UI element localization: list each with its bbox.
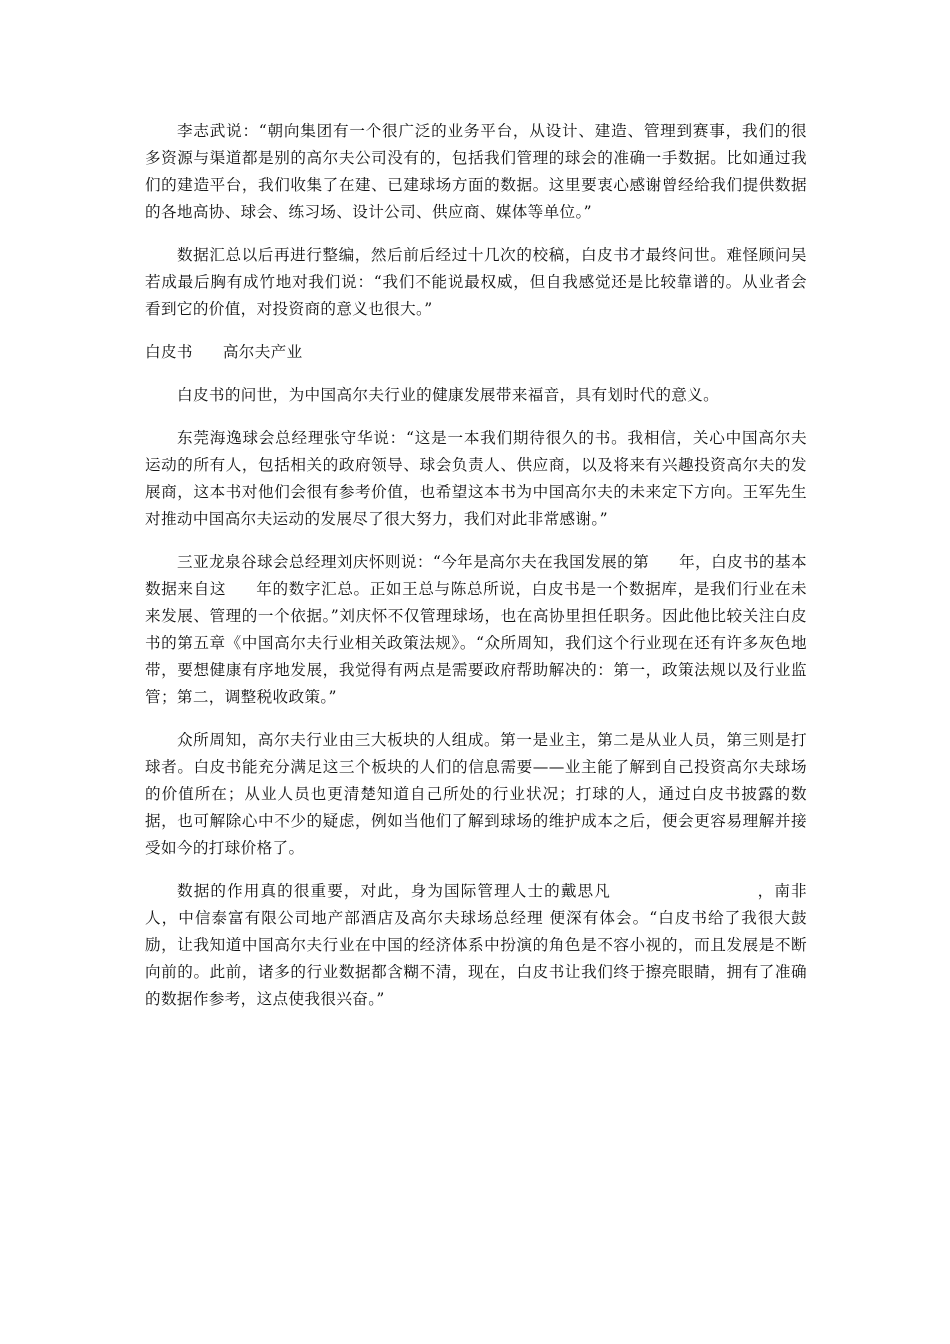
paragraph-liu-part-c: 年的数字汇总。正如王总与陈总所说，白皮书是一个数据库，是我们行业在未来发展、管理的一个依据。”刘庆怀不仅管理球场，也在高协里担任职务。因此他比较关注白皮书的第五章《中国高尔夫行业相关政策法规》。“众所周知，我们这个行业现在还有许多灰色地带，要想健康有序地发展，我觉得有两点是需要政府帮助解决的：第一，政策法规以及行业监管；第二，调整税收政策。”: [145, 580, 807, 706]
paragraph-liu-part-a: 三亚龙泉谷球会总经理刘庆怀则说：“今年是高尔夫在我国发展的第: [177, 553, 650, 571]
paragraph-significance: 白皮书的问世，为中国高尔夫行业的健康发展带来福音，具有划时代的意义。: [177, 386, 720, 404]
paragraph-dai-part-b: ，南非人，中信泰富有限公司地产部酒店及高尔夫球场总经理 便深有体会。“白皮书给了我很大鼓励，让我知道中国高尔夫行业在中国的经济体系中扮演的角色是不容小视的，而且发展是不断向前的。此前，诸多的行业数据都含糊不清，现在，白皮书让我们终于擦亮眼睛，拥有了准确的数据作参考，这点使我很兴奋。”: [145, 882, 807, 1008]
paragraph-data-compilation: 数据汇总以后再进行整编，然后前后经过十几次的校稿，白皮书才最终问世。难怪顾问吴若成最后胸有成竹地对我们说：“我们不能说最权威，但自我感觉还是比较靠谱的。从业者会看到它的价值，对投资商的意义也很大。”: [145, 246, 807, 318]
paragraph-liu-part-b: 年，白皮书的基本数据来自这: [145, 553, 807, 598]
heading-left: 白皮书: [145, 343, 193, 361]
paragraph-zhang-shouhua-quote: 东莞海逸球会总经理张守华说：“这是一本我们期待很久的书。我相信，关心中国高尔夫运动的所有人，包括相关的政府领导、球会负责人、供应商，以及将来有兴趣投资高尔夫的发展商，这本书对他们会很有参考价值，也希望这本书为中国高尔夫的未来定下方向。王军先生对推动中国高尔夫运动的发展尽了很大努力，我们对此非常感谢。”: [145, 429, 807, 528]
section-heading: [145, 339, 807, 366]
paragraph-dai-part-a: 数据的作用真的很重要，对此，身为国际管理人士的戴思凡: [177, 882, 611, 900]
paragraph-three-sectors: 众所周知，高尔夫行业由三大板块的人组成。第一是业主，第二是从业人员，第三则是打球者。白皮书能充分满足这三个板块的人们的信息需要——业主能了解到自己投资高尔夫球场的价值所在；从业人员也更清楚知道自己所处的行业状况；打球的人，通过白皮书披露的数据，也可解除心中不少的疑虑，例如当他们了解到球场的维护成本之后，便会更容易理解并接受如今的打球价格了。: [145, 731, 807, 857]
document-page: [145, 118, 807, 1029]
paragraph-liu-qinghuai-quote: [145, 549, 807, 711]
paragraph-li-zhiwu-quote: 李志武说：“朝向集团有一个很广泛的业务平台，从设计、建造、管理到赛事，我们的很多资源与渠道都是别的高尔夫公司没有的，包括我们管理的球会的准确一手数据。比如通过我们的建造平台，我们收集了在建、已建球场方面的数据。这里要衷心感谢曾经给我们提供数据的各地高协、球会、练习场、设计公司、供应商、媒体等单位。”: [145, 122, 807, 221]
heading-right: 高尔夫产业: [222, 343, 303, 361]
paragraph-dai-sifan-quote: [145, 878, 807, 1013]
